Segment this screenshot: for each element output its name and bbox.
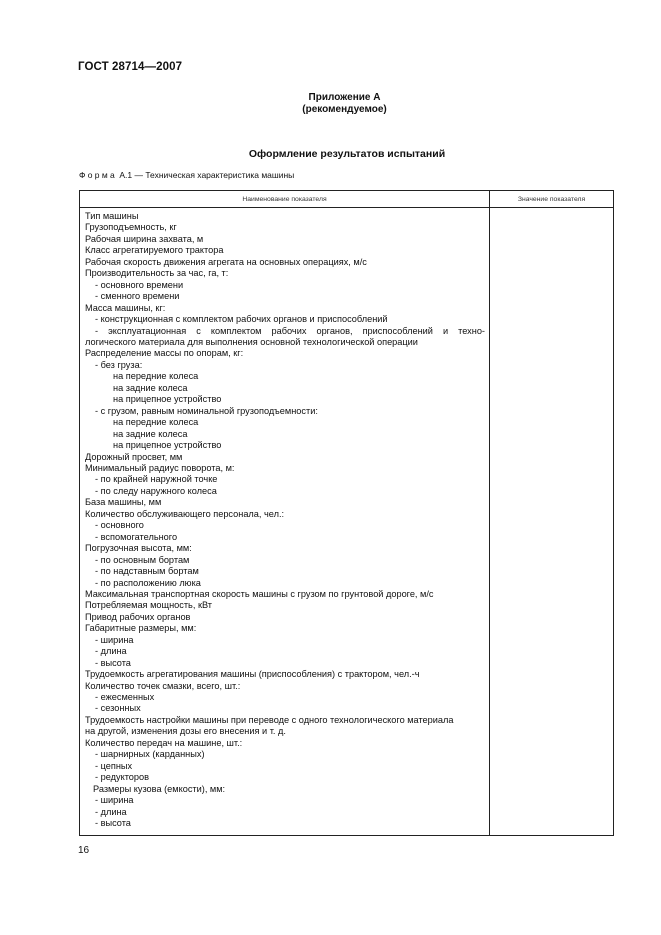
list-item: - по надставным бортам	[95, 566, 199, 577]
list-item: - по расположению люка	[95, 577, 201, 588]
list-item: - высота	[95, 657, 131, 668]
list-item: логического материала для выполнения основной технологической операции	[85, 336, 418, 347]
list-item: Потребляемая мощность, кВт	[85, 600, 212, 611]
section-title	[0, 148, 661, 160]
list-item: - вспомогательного	[95, 531, 178, 542]
list-item: - ширина	[95, 634, 134, 645]
list-item: Рабочая скорость движения агрегата на основных операциях, м/с	[85, 256, 367, 267]
list-item: - высота	[95, 818, 131, 829]
list-item: Погрузочная высота, мм:	[85, 543, 192, 554]
list-item: Количество точек смазки, всего, шт.:	[85, 680, 241, 691]
list-item: на передние колеса	[113, 371, 199, 382]
list-item: Трудоемкость настройки машины при переводе с одного технологического материала	[85, 714, 454, 725]
list-item: на задние колеса	[113, 428, 188, 439]
list-item: Распределение массы по опорам, кг:	[85, 348, 244, 359]
characteristics-table	[79, 190, 614, 836]
list-item: - без груза:	[95, 359, 143, 370]
appendix-heading	[0, 92, 661, 116]
list-item: - основного времени	[95, 279, 184, 290]
list-item: Привод рабочих органов	[85, 611, 191, 622]
list-item: - с грузом, равным номинальной грузоподъемности:	[95, 405, 318, 416]
list-item: - сезонных	[95, 703, 141, 714]
list-item: Количество обслуживающего персонала, чел.:	[85, 508, 285, 519]
appendix-title: Приложение А	[308, 92, 381, 103]
list-item: на задние колеса	[113, 382, 188, 393]
list-item: Минимальный радиус поворота, м:	[85, 462, 235, 473]
list-item: - цепных	[95, 760, 133, 771]
list-item: - редукторов	[95, 772, 150, 783]
list-item: - конструкционная с комплектом рабочих органов и приспособлений	[95, 314, 388, 325]
list-item: - длина	[95, 806, 127, 817]
list-item: - ежесменных	[95, 692, 155, 703]
list-item: Класс агрегатируемого трактора	[85, 245, 224, 256]
list-item: Производительность за час, га, т:	[85, 268, 229, 279]
indicator-values-cell	[490, 208, 614, 836]
table-header-row	[80, 191, 614, 208]
list-item: Масса машины, кг:	[85, 302, 166, 313]
list-item: - по следу наружного колеса	[95, 485, 217, 496]
list-item: База машины, мм	[85, 497, 162, 508]
list-item: Размеры кузова (емкости), мм:	[93, 783, 226, 794]
appendix-note: (рекомендуемое)	[302, 104, 387, 115]
list-item: на передние колеса	[113, 417, 199, 428]
list-item: на прицепное устройство	[113, 440, 222, 451]
list-item: Тип машины	[85, 211, 139, 221]
page-number: 16	[78, 845, 90, 856]
list-item: Рабочая ширина захвата, м	[85, 233, 204, 244]
list-item: - эксплуатационная с комплектом рабочих органов, приспособлений и техно-	[95, 325, 485, 336]
list-item: на другой, изменения дозы его внесения и т. д.	[85, 726, 286, 737]
table-body-row	[80, 208, 614, 836]
list-item: на прицепное устройство	[113, 394, 222, 405]
form-caption	[79, 170, 294, 180]
list-item: - длина	[95, 646, 127, 657]
form-caption-text: А.1 — Техническая характеристика машины	[117, 170, 295, 180]
section-title-text: Оформление результатов испытаний	[248, 148, 446, 160]
standard-number: ГОСТ 28714—2007	[78, 61, 183, 73]
list-item: - по крайней наружной точке	[95, 474, 218, 485]
list-item: Габаритные размеры, мм:	[85, 623, 197, 634]
indicator-names-cell	[80, 208, 490, 836]
list-item: - ширина	[95, 795, 134, 806]
list-item: Максимальная транспортная скорость машины с грузом по грунтовой дороге, м/с	[85, 588, 434, 599]
list-item: - сменного времени	[95, 291, 180, 302]
column-header-name: Наименование показателя	[80, 191, 490, 208]
list-item: - шарнирных (карданных)	[95, 749, 205, 760]
column-header-value: Значение показателя	[490, 191, 614, 208]
list-item: - по основным бортам	[95, 554, 190, 565]
list-item: Дорожный просвет, мм	[85, 451, 183, 462]
list-item: Трудоемкость агрегатирования машины (приспособления) с трактором, чел.-ч	[85, 669, 420, 680]
list-item: Количество передач на машине, шт.:	[85, 737, 243, 748]
form-label: Форма	[79, 170, 117, 180]
list-item: Грузоподъемность, кг	[85, 222, 177, 233]
list-item: - основного	[95, 520, 144, 531]
